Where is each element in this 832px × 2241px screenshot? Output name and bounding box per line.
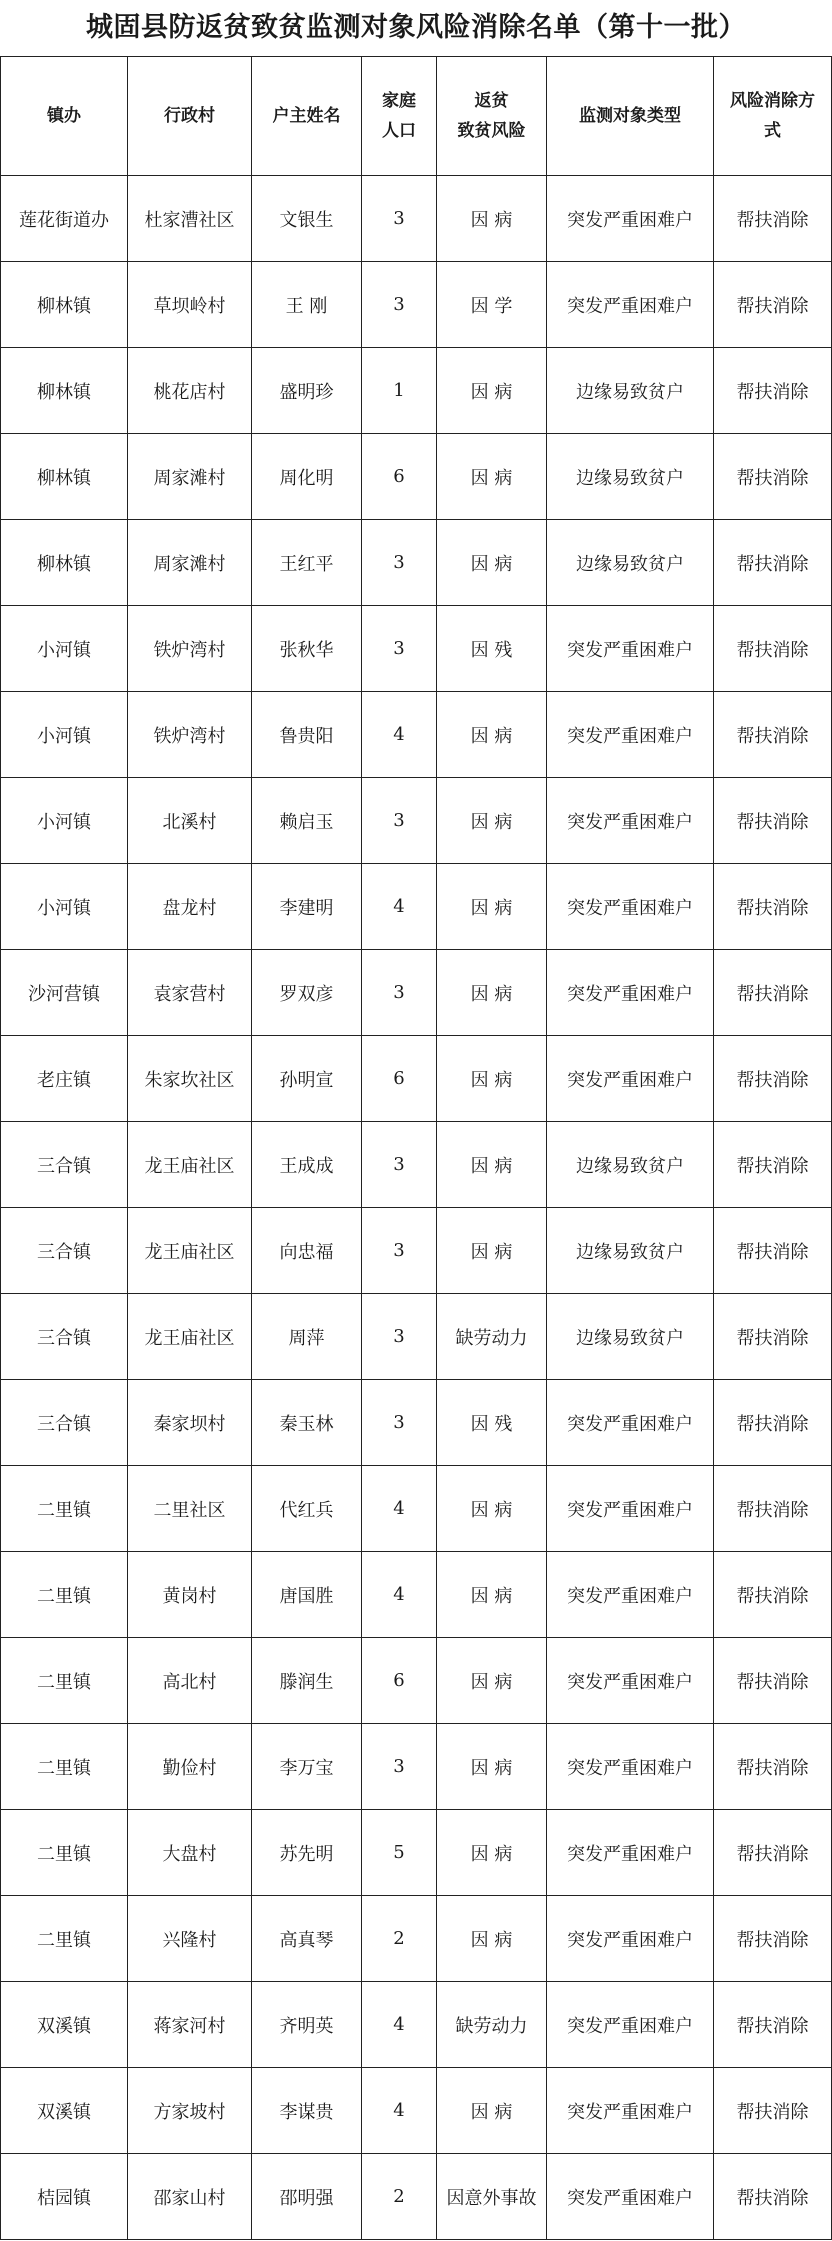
cell-village: 兴隆村 [128, 1896, 252, 1982]
header-householder-name: 户主姓名 [252, 57, 362, 176]
cell-household-size: 4 [362, 864, 437, 950]
cell-elimination-method: 帮扶消除 [714, 1896, 832, 1982]
cell-town: 二里镇 [1, 1552, 128, 1638]
cell-risk: 因意外事故 [437, 2154, 547, 2240]
cell-elimination-method: 帮扶消除 [714, 1122, 832, 1208]
cell-household-size: 3 [362, 262, 437, 348]
cell-household-size: 3 [362, 1208, 437, 1294]
cell-elimination-method: 帮扶消除 [714, 778, 832, 864]
cell-monitor-type: 突发严重困难户 [547, 1810, 714, 1896]
cell-householder-name: 鲁贵阳 [252, 692, 362, 778]
cell-village: 袁家营村 [128, 950, 252, 1036]
cell-village: 邵家山村 [128, 2154, 252, 2240]
cell-village: 盘龙村 [128, 864, 252, 950]
cell-elimination-method: 帮扶消除 [714, 1552, 832, 1638]
cell-householder-name: 邵明强 [252, 2154, 362, 2240]
table-body [1, 176, 832, 2240]
cell-household-size: 3 [362, 176, 437, 262]
header-household-size: 家庭 人口 [362, 57, 437, 176]
cell-town: 沙河营镇 [1, 950, 128, 1036]
cell-monitor-type: 突发严重困难户 [547, 1552, 714, 1638]
table-row [1, 434, 832, 520]
cell-risk: 因 病 [437, 434, 547, 520]
cell-town: 二里镇 [1, 1638, 128, 1724]
cell-elimination-method: 帮扶消除 [714, 262, 832, 348]
cell-village: 北溪村 [128, 778, 252, 864]
cell-elimination-method: 帮扶消除 [714, 1036, 832, 1122]
cell-elimination-method: 帮扶消除 [714, 864, 832, 950]
cell-risk: 因 病 [437, 1552, 547, 1638]
cell-household-size: 1 [362, 348, 437, 434]
cell-householder-name: 王 刚 [252, 262, 362, 348]
cell-village: 大盘村 [128, 1810, 252, 1896]
cell-household-size: 2 [362, 1896, 437, 1982]
cell-monitor-type: 突发严重困难户 [547, 2068, 714, 2154]
table-row [1, 262, 832, 348]
table-row [1, 1036, 832, 1122]
cell-town: 小河镇 [1, 778, 128, 864]
cell-household-size: 3 [362, 1294, 437, 1380]
cell-householder-name: 王红平 [252, 520, 362, 606]
cell-householder-name: 唐国胜 [252, 1552, 362, 1638]
cell-householder-name: 滕润生 [252, 1638, 362, 1724]
risk-elimination-table [0, 56, 832, 2240]
cell-risk: 因 病 [437, 692, 547, 778]
cell-elimination-method: 帮扶消除 [714, 176, 832, 262]
cell-householder-name: 齐明英 [252, 1982, 362, 2068]
cell-elimination-method: 帮扶消除 [714, 1982, 832, 2068]
cell-elimination-method: 帮扶消除 [714, 1466, 832, 1552]
cell-household-size: 6 [362, 1638, 437, 1724]
cell-householder-name: 盛明珍 [252, 348, 362, 434]
cell-town: 桔园镇 [1, 2154, 128, 2240]
cell-householder-name: 周萍 [252, 1294, 362, 1380]
cell-risk: 因 病 [437, 1638, 547, 1724]
cell-risk: 因 病 [437, 950, 547, 1036]
cell-town: 小河镇 [1, 864, 128, 950]
cell-village: 二里社区 [128, 1466, 252, 1552]
table-row [1, 692, 832, 778]
table-row [1, 2068, 832, 2154]
cell-risk: 因 学 [437, 262, 547, 348]
cell-monitor-type: 突发严重困难户 [547, 2154, 714, 2240]
cell-elimination-method: 帮扶消除 [714, 1380, 832, 1466]
cell-risk: 因 病 [437, 1122, 547, 1208]
cell-risk: 因 病 [437, 1036, 547, 1122]
cell-risk: 因 病 [437, 176, 547, 262]
cell-household-size: 4 [362, 2068, 437, 2154]
cell-village: 黄岗村 [128, 1552, 252, 1638]
table-row [1, 1552, 832, 1638]
cell-household-size: 6 [362, 1036, 437, 1122]
cell-monitor-type: 突发严重困难户 [547, 692, 714, 778]
cell-village: 杜家漕社区 [128, 176, 252, 262]
cell-monitor-type: 突发严重困难户 [547, 262, 714, 348]
cell-town: 莲花街道办 [1, 176, 128, 262]
table-row [1, 950, 832, 1036]
cell-monitor-type: 突发严重困难户 [547, 1638, 714, 1724]
cell-monitor-type: 边缘易致贫户 [547, 1122, 714, 1208]
cell-householder-name: 孙明宣 [252, 1036, 362, 1122]
cell-elimination-method: 帮扶消除 [714, 520, 832, 606]
cell-householder-name: 张秋华 [252, 606, 362, 692]
cell-monitor-type: 突发严重困难户 [547, 606, 714, 692]
cell-household-size: 3 [362, 950, 437, 1036]
cell-risk: 因 病 [437, 1896, 547, 1982]
cell-town: 三合镇 [1, 1294, 128, 1380]
cell-householder-name: 罗双彦 [252, 950, 362, 1036]
cell-monitor-type: 边缘易致贫户 [547, 1208, 714, 1294]
cell-householder-name: 向忠福 [252, 1208, 362, 1294]
table-row [1, 176, 832, 262]
cell-household-size: 4 [362, 692, 437, 778]
cell-town: 小河镇 [1, 606, 128, 692]
cell-elimination-method: 帮扶消除 [714, 1724, 832, 1810]
cell-village: 方家坡村 [128, 2068, 252, 2154]
cell-town: 柳林镇 [1, 520, 128, 606]
cell-monitor-type: 突发严重困难户 [547, 864, 714, 950]
cell-town: 双溪镇 [1, 1982, 128, 2068]
cell-village: 勤俭村 [128, 1724, 252, 1810]
cell-householder-name: 王成成 [252, 1122, 362, 1208]
cell-household-size: 5 [362, 1810, 437, 1896]
cell-monitor-type: 突发严重困难户 [547, 1036, 714, 1122]
cell-risk: 因 病 [437, 1724, 547, 1810]
cell-household-size: 4 [362, 1982, 437, 2068]
cell-monitor-type: 突发严重困难户 [547, 778, 714, 864]
cell-village: 龙王庙社区 [128, 1294, 252, 1380]
header-monitor-type: 监测对象类型 [547, 57, 714, 176]
cell-village: 周家滩村 [128, 520, 252, 606]
cell-householder-name: 代红兵 [252, 1466, 362, 1552]
table-row [1, 1638, 832, 1724]
cell-town: 二里镇 [1, 1724, 128, 1810]
table-row [1, 1724, 832, 1810]
cell-village: 龙王庙社区 [128, 1122, 252, 1208]
cell-monitor-type: 边缘易致贫户 [547, 520, 714, 606]
cell-householder-name: 苏先明 [252, 1810, 362, 1896]
cell-householder-name: 高真琴 [252, 1896, 362, 1982]
cell-monitor-type: 边缘易致贫户 [547, 434, 714, 520]
header-town: 镇办 [1, 57, 128, 176]
cell-monitor-type: 突发严重困难户 [547, 950, 714, 1036]
cell-monitor-type: 突发严重困难户 [547, 176, 714, 262]
cell-household-size: 4 [362, 1552, 437, 1638]
cell-householder-name: 秦玉林 [252, 1380, 362, 1466]
table-row [1, 1896, 832, 1982]
cell-village: 周家滩村 [128, 434, 252, 520]
header-risk: 返贫 致贫风险 [437, 57, 547, 176]
cell-household-size: 4 [362, 1466, 437, 1552]
cell-risk: 因 残 [437, 606, 547, 692]
table-row [1, 1982, 832, 2068]
cell-town: 柳林镇 [1, 434, 128, 520]
cell-village: 朱家坎社区 [128, 1036, 252, 1122]
cell-householder-name: 文银生 [252, 176, 362, 262]
cell-household-size: 3 [362, 1122, 437, 1208]
cell-village: 高北村 [128, 1638, 252, 1724]
cell-risk: 因 病 [437, 1810, 547, 1896]
cell-town: 二里镇 [1, 1810, 128, 1896]
cell-risk: 缺劳动力 [437, 1294, 547, 1380]
cell-village: 龙王庙社区 [128, 1208, 252, 1294]
cell-elimination-method: 帮扶消除 [714, 606, 832, 692]
cell-monitor-type: 边缘易致贫户 [547, 348, 714, 434]
cell-elimination-method: 帮扶消除 [714, 434, 832, 520]
cell-village: 蒋家河村 [128, 1982, 252, 2068]
cell-town: 双溪镇 [1, 2068, 128, 2154]
cell-elimination-method: 帮扶消除 [714, 2068, 832, 2154]
cell-village: 桃花店村 [128, 348, 252, 434]
cell-elimination-method: 帮扶消除 [714, 1810, 832, 1896]
header-village: 行政村 [128, 57, 252, 176]
cell-village: 铁炉湾村 [128, 606, 252, 692]
cell-elimination-method: 帮扶消除 [714, 1294, 832, 1380]
cell-household-size: 2 [362, 2154, 437, 2240]
cell-householder-name: 赖启玉 [252, 778, 362, 864]
cell-elimination-method: 帮扶消除 [714, 2154, 832, 2240]
table-row [1, 1122, 832, 1208]
cell-town: 三合镇 [1, 1380, 128, 1466]
cell-village: 秦家坝村 [128, 1380, 252, 1466]
cell-town: 二里镇 [1, 1896, 128, 1982]
cell-town: 柳林镇 [1, 348, 128, 434]
cell-town: 三合镇 [1, 1122, 128, 1208]
cell-monitor-type: 边缘易致贫户 [547, 1294, 714, 1380]
cell-risk: 因 病 [437, 2068, 547, 2154]
table-row [1, 2154, 832, 2240]
table-row [1, 606, 832, 692]
cell-elimination-method: 帮扶消除 [714, 1208, 832, 1294]
cell-household-size: 3 [362, 1724, 437, 1810]
cell-household-size: 3 [362, 606, 437, 692]
cell-householder-name: 李谋贵 [252, 2068, 362, 2154]
table-row [1, 1466, 832, 1552]
cell-household-size: 3 [362, 1380, 437, 1466]
cell-elimination-method: 帮扶消除 [714, 950, 832, 1036]
cell-village: 铁炉湾村 [128, 692, 252, 778]
cell-household-size: 6 [362, 434, 437, 520]
table-row [1, 1810, 832, 1896]
cell-risk: 因 病 [437, 778, 547, 864]
cell-risk: 缺劳动力 [437, 1982, 547, 2068]
cell-risk: 因 病 [437, 1208, 547, 1294]
table-row [1, 1294, 832, 1380]
cell-elimination-method: 帮扶消除 [714, 1638, 832, 1724]
table-row [1, 864, 832, 950]
cell-householder-name: 李建明 [252, 864, 362, 950]
cell-elimination-method: 帮扶消除 [714, 348, 832, 434]
cell-town: 三合镇 [1, 1208, 128, 1294]
table-row [1, 348, 832, 434]
cell-monitor-type: 突发严重困难户 [547, 1724, 714, 1810]
cell-town: 二里镇 [1, 1466, 128, 1552]
cell-risk: 因 病 [437, 348, 547, 434]
table-row [1, 520, 832, 606]
cell-village: 草坝岭村 [128, 262, 252, 348]
cell-household-size: 3 [362, 520, 437, 606]
cell-risk: 因 病 [437, 864, 547, 950]
table-header-row [1, 57, 832, 176]
table-row [1, 778, 832, 864]
table-row [1, 1380, 832, 1466]
cell-householder-name: 李万宝 [252, 1724, 362, 1810]
cell-elimination-method: 帮扶消除 [714, 692, 832, 778]
table-row [1, 1208, 832, 1294]
header-elimination-method: 风险消除方 式 [714, 57, 832, 176]
cell-risk: 因 病 [437, 520, 547, 606]
cell-town: 柳林镇 [1, 262, 128, 348]
cell-risk: 因 残 [437, 1380, 547, 1466]
cell-monitor-type: 突发严重困难户 [547, 1982, 714, 2068]
cell-monitor-type: 突发严重困难户 [547, 1896, 714, 1982]
cell-household-size: 3 [362, 778, 437, 864]
cell-monitor-type: 突发严重困难户 [547, 1466, 714, 1552]
cell-monitor-type: 突发严重困难户 [547, 1380, 714, 1466]
cell-risk: 因 病 [437, 1466, 547, 1552]
cell-householder-name: 周化明 [252, 434, 362, 520]
cell-town: 老庄镇 [1, 1036, 128, 1122]
cell-town: 小河镇 [1, 692, 128, 778]
document-title: 城固县防返贫致贫监测对象风险消除名单（第十一批） [86, 12, 746, 43]
